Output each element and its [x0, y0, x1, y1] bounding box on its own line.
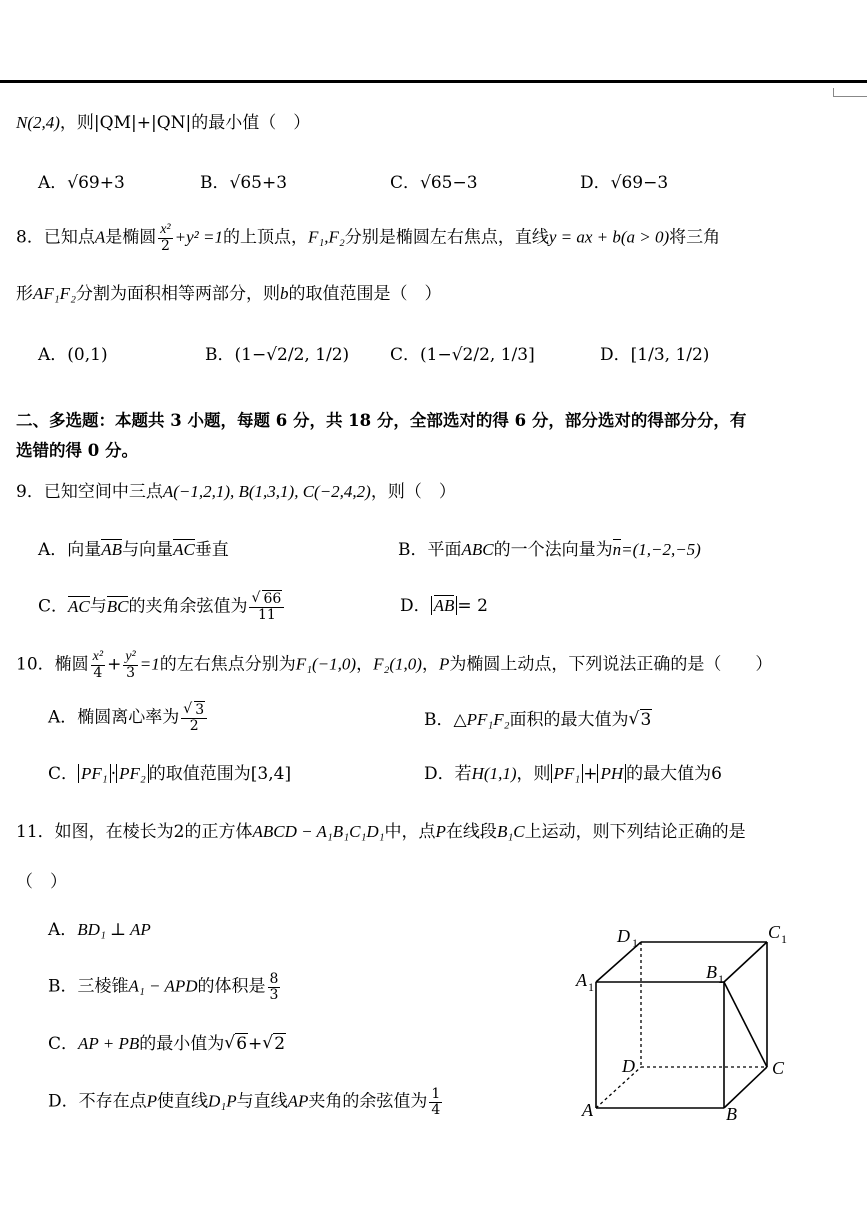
section2-heading-line2: 选错的得 0 分。 — [16, 441, 138, 460]
q10-stem: 10．椭圆 $\frac{\text{x²}}{4}$ + $\frac{\text{y²}}{3}$ =1的左右焦点分别为F₁(−1,0)，F₂(1,0)，P为椭圆上动点，下列说法正确的是（ ） — [16, 649, 773, 681]
q11-option-d: D．不存在点P使直线D₁P与直线AP夹角的余弦值为 $\frac{1}{4}$ — [48, 1086, 441, 1118]
q11-option-b: B．三棱锥A₁ − APD的体积是 $\frac{8}{3}$ — [48, 971, 279, 1003]
q7-option-d: D．√69−3 — [580, 173, 669, 193]
q11-option-c: C．AP + PB的最小值为√ 6+√ 2 — [48, 1034, 286, 1054]
label-b1: B — [706, 962, 717, 982]
q7-option-a: A．√69+3 — [38, 173, 125, 193]
q10-option-b: B．△PF₁F₂面积的最大值为√ 3 — [424, 710, 652, 730]
q9-option-a: A．向量AB与向量AC垂直 — [38, 540, 229, 560]
q8-option-d: D．[1/3, 1/2) — [600, 345, 710, 365]
q8-option-b: B．(1−√2/2, 1/2) — [205, 345, 350, 365]
q8-option-c: C．(1−√2/2, 1/3] — [390, 345, 535, 365]
q11-stem-paren: （ ） — [16, 872, 67, 892]
label-a1-sub: 1 — [588, 980, 594, 994]
q8-stem-line2: 形AF₁F₂分割为面积相等两部分，则b的取值范围是（ ） — [16, 284, 442, 304]
label-d1: D — [617, 926, 630, 946]
q9-option-d: D． AB = 2 — [400, 596, 488, 616]
label-c: C — [772, 1058, 785, 1078]
label-a1: A — [576, 970, 587, 990]
label-c1: C — [768, 922, 781, 942]
q10-option-c: C． PF₁ · PF₂ 的取值范围为[3,4] — [48, 764, 292, 784]
label-b: B — [726, 1104, 737, 1124]
crop-mark — [833, 96, 867, 97]
label-b1-sub: 1 — [718, 972, 724, 986]
q7-option-b: B．√65+3 — [200, 173, 288, 193]
edge-a1-d1 — [596, 942, 641, 982]
header-rule — [0, 80, 867, 83]
edge-c1-b1 — [724, 942, 767, 982]
q8-stem-line1: 8．已知点A是椭圆 $\frac{\text{x²}}{2}$ +y² =1的上顶点，F₁,F₂分别是椭圆左右焦点，直线y = ax + b(a > 0)将三角 — [16, 222, 721, 254]
q11-stem: 11．如图，在棱长为2的正方体ABCD − A₁B₁C₁D₁中，点P在线段B₁C上运动，则下列结论正确的是 — [16, 822, 746, 842]
q7-stem-tail: N(2,4)，则|QM|+|QN|的最小值（ ） — [16, 113, 311, 133]
section2-heading-line1: 二、多选题：本题共 3 小题，每题 6 分，共 18 分，全部选对的得 6 分，部分选对的得部分分，有 — [16, 411, 747, 430]
q8-option-a: A．(0,1) — [38, 345, 108, 365]
q9-option-b: B．平面ABC的一个法向量为n=(1,−2,−5) — [398, 540, 701, 560]
q11-option-a: A．BD₁ ⊥ AP — [48, 920, 151, 940]
label-a: A — [582, 1100, 593, 1120]
edge-c-b — [724, 1067, 767, 1108]
label-d: D — [622, 1056, 635, 1076]
label-d1-sub: 1 — [632, 936, 638, 950]
hidden-edge-a-d — [596, 1067, 641, 1108]
segment-b1-c — [724, 982, 767, 1067]
q9-stem: 9．已知空间中三点A(−1,2,1), B(1,3,1), C(−2,4,2)，则（ ） — [16, 482, 456, 502]
q7-option-c: C．√65−3 — [390, 173, 478, 193]
label-c1-sub: 1 — [781, 932, 787, 946]
q10-option-d: D．若H(1,1)，则 PF₁ + PH 的最大值为6 — [424, 764, 722, 784]
q10-option-a: A．椭圆离心率为 √ $\frac{3}{2}$ — [48, 703, 209, 733]
q9-option-c: C．AC与BC的夹角余弦值为 √ $\frac{66}{11}$ — [38, 592, 286, 622]
